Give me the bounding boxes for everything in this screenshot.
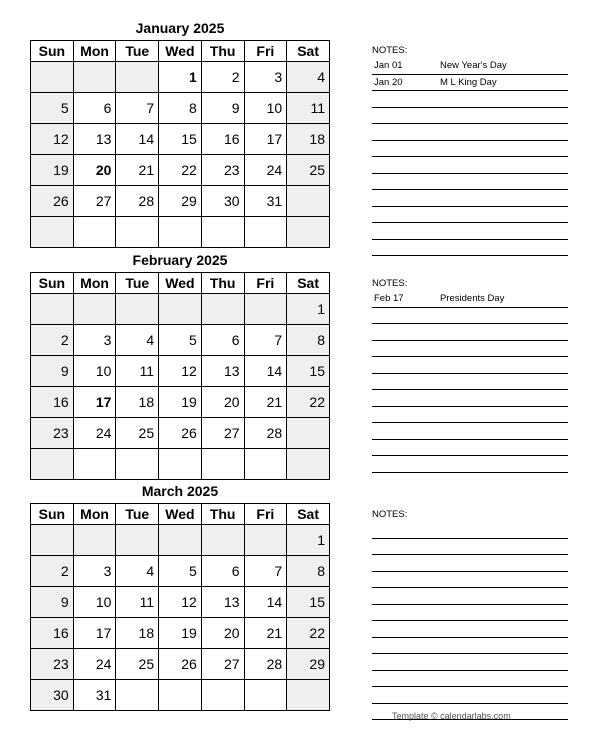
weekday-header: Fri — [244, 504, 287, 525]
week-row — [31, 93, 330, 124]
day-cell[interactable]: 28 — [244, 418, 287, 449]
weekday-header: Mon — [73, 504, 116, 525]
note-date: Jan 01 — [374, 60, 403, 71]
note-line[interactable] — [372, 456, 568, 473]
day-cell[interactable]: 7 — [244, 556, 287, 587]
note-date: Jan 20 — [374, 76, 403, 88]
day-cell[interactable] — [159, 217, 202, 248]
note-text: New Year's Day — [440, 60, 507, 71]
day-cell[interactable] — [73, 294, 116, 325]
weekday-header: Wed — [159, 41, 202, 62]
month-title: February 2025 — [132, 252, 228, 268]
day-cell[interactable]: 26 — [31, 186, 74, 217]
footer-credit: Template © calendarlabs.com — [392, 711, 511, 721]
day-cell[interactable]: 29 — [159, 186, 202, 217]
weekday-header: Fri — [244, 41, 287, 62]
day-cell[interactable]: 30 — [201, 186, 244, 217]
weekday-header: Thu — [201, 273, 244, 294]
week-row — [31, 294, 330, 325]
day-cell[interactable] — [287, 418, 330, 449]
day-cell[interactable] — [73, 217, 116, 248]
weekday-header: Sun — [31, 273, 74, 294]
note-line[interactable] — [372, 141, 568, 158]
week-row — [31, 155, 330, 186]
day-cell[interactable]: 18 — [287, 124, 330, 155]
day-cell[interactable]: 10 — [73, 356, 116, 387]
day-cell[interactable]: 19 — [31, 155, 74, 186]
notes-panel-january — [372, 44, 568, 256]
note-line[interactable] — [372, 75, 568, 92]
day-cell[interactable] — [201, 217, 244, 248]
notes-label: NOTES: — [372, 45, 408, 56]
day-cell[interactable]: 23 — [31, 418, 74, 449]
weekday-header: Sat — [287, 273, 330, 294]
day-cell[interactable] — [116, 62, 159, 93]
day-cell[interactable] — [201, 294, 244, 325]
day-cell[interactable]: 9 — [31, 587, 74, 618]
day-cell[interactable]: 5 — [159, 556, 202, 587]
week-row — [31, 62, 330, 93]
note-line[interactable] — [372, 638, 568, 655]
day-cell[interactable]: 10 — [244, 93, 287, 124]
day-cell[interactable] — [31, 449, 74, 480]
day-cell[interactable]: 3 — [244, 62, 287, 93]
day-cell[interactable]: 24 — [73, 418, 116, 449]
day-cell[interactable]: 11 — [116, 356, 159, 387]
note-line[interactable] — [372, 440, 568, 457]
day-cell[interactable]: 26 — [159, 418, 202, 449]
day-cell[interactable]: 18 — [116, 618, 159, 649]
day-cell[interactable]: 2 — [201, 62, 244, 93]
day-cell[interactable] — [116, 525, 159, 556]
day-cell[interactable] — [244, 680, 287, 711]
note-line[interactable] — [372, 341, 568, 358]
note-line[interactable] — [372, 91, 568, 108]
note-text: M L King Day — [440, 76, 497, 88]
week-row — [31, 186, 330, 217]
note-line[interactable] — [372, 207, 568, 224]
weekday-header: Mon — [73, 273, 116, 294]
day-cell[interactable]: 26 — [159, 649, 202, 680]
day-cell[interactable]: 3 — [73, 556, 116, 587]
day-cell[interactable] — [116, 294, 159, 325]
day-cell[interactable]: 19 — [159, 618, 202, 649]
weekday-header: Tue — [116, 504, 159, 525]
note-line[interactable] — [372, 572, 568, 589]
day-cell[interactable]: 29 — [287, 649, 330, 680]
day-cell[interactable] — [159, 294, 202, 325]
day-cell[interactable]: 22 — [287, 618, 330, 649]
day-cell[interactable]: 17 — [73, 618, 116, 649]
month-title: March 2025 — [141, 483, 219, 499]
day-cell[interactable]: 27 — [201, 418, 244, 449]
day-cell[interactable] — [73, 525, 116, 556]
day-cell[interactable] — [287, 217, 330, 248]
note-line[interactable] — [372, 174, 568, 191]
note-line[interactable] — [372, 157, 568, 174]
weekday-header: Tue — [116, 273, 159, 294]
day-cell[interactable] — [31, 525, 74, 556]
day-cell[interactable]: 5 — [159, 325, 202, 356]
day-cell[interactable]: 20 — [73, 155, 116, 186]
day-cell[interactable]: 4 — [116, 325, 159, 356]
day-cell[interactable]: 17 — [244, 124, 287, 155]
week-row — [31, 449, 330, 480]
week-row — [31, 618, 330, 649]
day-cell[interactable] — [31, 217, 74, 248]
day-cell[interactable] — [201, 449, 244, 480]
weekday-header: Sat — [287, 504, 330, 525]
day-cell[interactable]: 31 — [73, 680, 116, 711]
day-cell[interactable]: 30 — [31, 680, 74, 711]
day-cell[interactable]: 31 — [244, 186, 287, 217]
day-cell[interactable]: 9 — [201, 93, 244, 124]
day-cell[interactable]: 12 — [31, 124, 74, 155]
day-cell[interactable] — [244, 525, 287, 556]
week-row — [31, 649, 330, 680]
day-cell[interactable]: 28 — [116, 186, 159, 217]
day-cell[interactable]: 14 — [244, 356, 287, 387]
week-row — [31, 525, 330, 556]
day-cell[interactable] — [244, 217, 287, 248]
day-cell[interactable] — [159, 680, 202, 711]
calendar-grid — [30, 40, 330, 248]
week-row — [31, 587, 330, 618]
note-text: Presidents Day — [440, 293, 505, 304]
week-row — [31, 680, 330, 711]
day-cell[interactable]: 27 — [201, 649, 244, 680]
day-cell[interactable]: 4 — [116, 556, 159, 587]
note-line[interactable] — [372, 357, 568, 374]
day-cell[interactable] — [31, 294, 74, 325]
note-line[interactable] — [372, 423, 568, 440]
week-row — [31, 556, 330, 587]
day-cell[interactable]: 22 — [287, 387, 330, 418]
note-line[interactable] — [372, 687, 568, 704]
day-cell[interactable]: 23 — [31, 649, 74, 680]
day-cell[interactable]: 14 — [116, 124, 159, 155]
week-row — [31, 418, 330, 449]
day-cell[interactable]: 6 — [201, 325, 244, 356]
notes-label: NOTES: — [372, 278, 408, 289]
weekday-header: Sat — [287, 41, 330, 62]
day-cell[interactable]: 6 — [201, 556, 244, 587]
note-line[interactable] — [372, 108, 568, 125]
note-line[interactable] — [372, 190, 568, 207]
day-cell[interactable]: 3 — [73, 325, 116, 356]
day-cell[interactable] — [116, 449, 159, 480]
day-cell[interactable]: 8 — [159, 93, 202, 124]
day-cell[interactable]: 24 — [244, 155, 287, 186]
notes-label: NOTES: — [372, 509, 408, 520]
note-line[interactable] — [372, 407, 568, 424]
weekday-header: Sun — [31, 504, 74, 525]
note-line[interactable] — [372, 522, 568, 539]
weekday-header: Sun — [31, 41, 74, 62]
day-cell[interactable]: 13 — [201, 587, 244, 618]
day-cell[interactable]: 2 — [31, 325, 74, 356]
day-cell[interactable]: 6 — [73, 93, 116, 124]
day-cell[interactable]: 5 — [31, 93, 74, 124]
day-cell[interactable]: 24 — [73, 649, 116, 680]
day-cell[interactable]: 12 — [159, 587, 202, 618]
day-cell[interactable]: 11 — [287, 93, 330, 124]
note-line[interactable] — [372, 124, 568, 141]
day-cell[interactable]: 27 — [73, 186, 116, 217]
day-cell[interactable]: 25 — [287, 155, 330, 186]
calendar-grid — [30, 503, 330, 711]
note-line[interactable] — [372, 223, 568, 240]
notes-panel-march — [372, 508, 568, 720]
day-cell[interactable]: 7 — [244, 325, 287, 356]
day-cell[interactable]: 8 — [287, 325, 330, 356]
note-line[interactable] — [372, 240, 568, 257]
note-line[interactable] — [372, 390, 568, 407]
day-cell[interactable] — [287, 186, 330, 217]
day-cell[interactable]: 13 — [201, 356, 244, 387]
note-line[interactable] — [372, 588, 568, 605]
day-cell[interactable]: 12 — [159, 356, 202, 387]
calendar-grid — [30, 272, 330, 480]
weekday-header: Wed — [159, 273, 202, 294]
day-cell[interactable]: 13 — [73, 124, 116, 155]
day-cell[interactable] — [116, 680, 159, 711]
day-cell[interactable]: 19 — [159, 387, 202, 418]
day-cell[interactable]: 11 — [116, 587, 159, 618]
day-cell[interactable]: 15 — [287, 587, 330, 618]
day-cell[interactable]: 7 — [116, 93, 159, 124]
day-cell[interactable]: 15 — [159, 124, 202, 155]
day-cell[interactable] — [73, 449, 116, 480]
day-cell[interactable] — [116, 217, 159, 248]
day-cell[interactable]: 16 — [201, 124, 244, 155]
note-line[interactable] — [372, 58, 568, 75]
day-cell[interactable]: 14 — [244, 587, 287, 618]
day-cell[interactable] — [159, 449, 202, 480]
note-line[interactable] — [372, 324, 568, 341]
day-cell[interactable]: 28 — [244, 649, 287, 680]
day-cell[interactable]: 16 — [31, 618, 74, 649]
day-cell[interactable]: 2 — [31, 556, 74, 587]
weekday-header: Thu — [201, 504, 244, 525]
day-cell[interactable] — [201, 680, 244, 711]
day-cell[interactable]: 25 — [116, 649, 159, 680]
note-line[interactable] — [372, 291, 568, 308]
day-cell[interactable] — [244, 294, 287, 325]
note-line[interactable] — [372, 654, 568, 671]
day-cell[interactable]: 16 — [31, 387, 74, 418]
week-row — [31, 387, 330, 418]
week-row — [31, 217, 330, 248]
weekday-header: Thu — [201, 41, 244, 62]
day-cell[interactable] — [287, 449, 330, 480]
day-cell[interactable]: 8 — [287, 556, 330, 587]
note-line[interactable] — [372, 671, 568, 688]
day-cell[interactable] — [201, 525, 244, 556]
weekday-header: Wed — [159, 504, 202, 525]
weekday-header: Tue — [116, 41, 159, 62]
notes-panel-february — [372, 277, 568, 473]
note-date: Feb 17 — [374, 293, 404, 304]
note-line[interactable] — [372, 539, 568, 556]
day-cell[interactable] — [73, 62, 116, 93]
day-cell[interactable] — [287, 680, 330, 711]
note-line[interactable] — [372, 621, 568, 638]
day-cell[interactable]: 23 — [201, 155, 244, 186]
day-cell[interactable] — [244, 449, 287, 480]
day-cell[interactable]: 21 — [244, 387, 287, 418]
weekday-header: Fri — [244, 273, 287, 294]
note-line[interactable] — [372, 308, 568, 325]
day-cell[interactable]: 20 — [201, 387, 244, 418]
note-line[interactable] — [372, 555, 568, 572]
weekday-header: Mon — [73, 41, 116, 62]
day-cell[interactable]: 25 — [116, 418, 159, 449]
day-cell[interactable]: 1 — [287, 294, 330, 325]
week-row — [31, 356, 330, 387]
day-cell[interactable]: 9 — [31, 356, 74, 387]
month-title: January 2025 — [135, 20, 225, 36]
note-line[interactable] — [372, 605, 568, 622]
day-cell[interactable]: 22 — [159, 155, 202, 186]
day-cell[interactable]: 1 — [287, 525, 330, 556]
day-cell[interactable]: 21 — [116, 155, 159, 186]
day-cell[interactable]: 17 — [73, 387, 116, 418]
day-cell[interactable]: 20 — [201, 618, 244, 649]
week-row — [31, 124, 330, 155]
day-cell[interactable]: 21 — [244, 618, 287, 649]
day-cell[interactable] — [31, 62, 74, 93]
note-line[interactable] — [372, 374, 568, 391]
day-cell[interactable]: 1 — [159, 62, 202, 93]
day-cell[interactable]: 15 — [287, 356, 330, 387]
week-row — [31, 325, 330, 356]
day-cell[interactable]: 4 — [287, 62, 330, 93]
day-cell[interactable] — [159, 525, 202, 556]
day-cell[interactable]: 18 — [116, 387, 159, 418]
day-cell[interactable]: 10 — [73, 587, 116, 618]
